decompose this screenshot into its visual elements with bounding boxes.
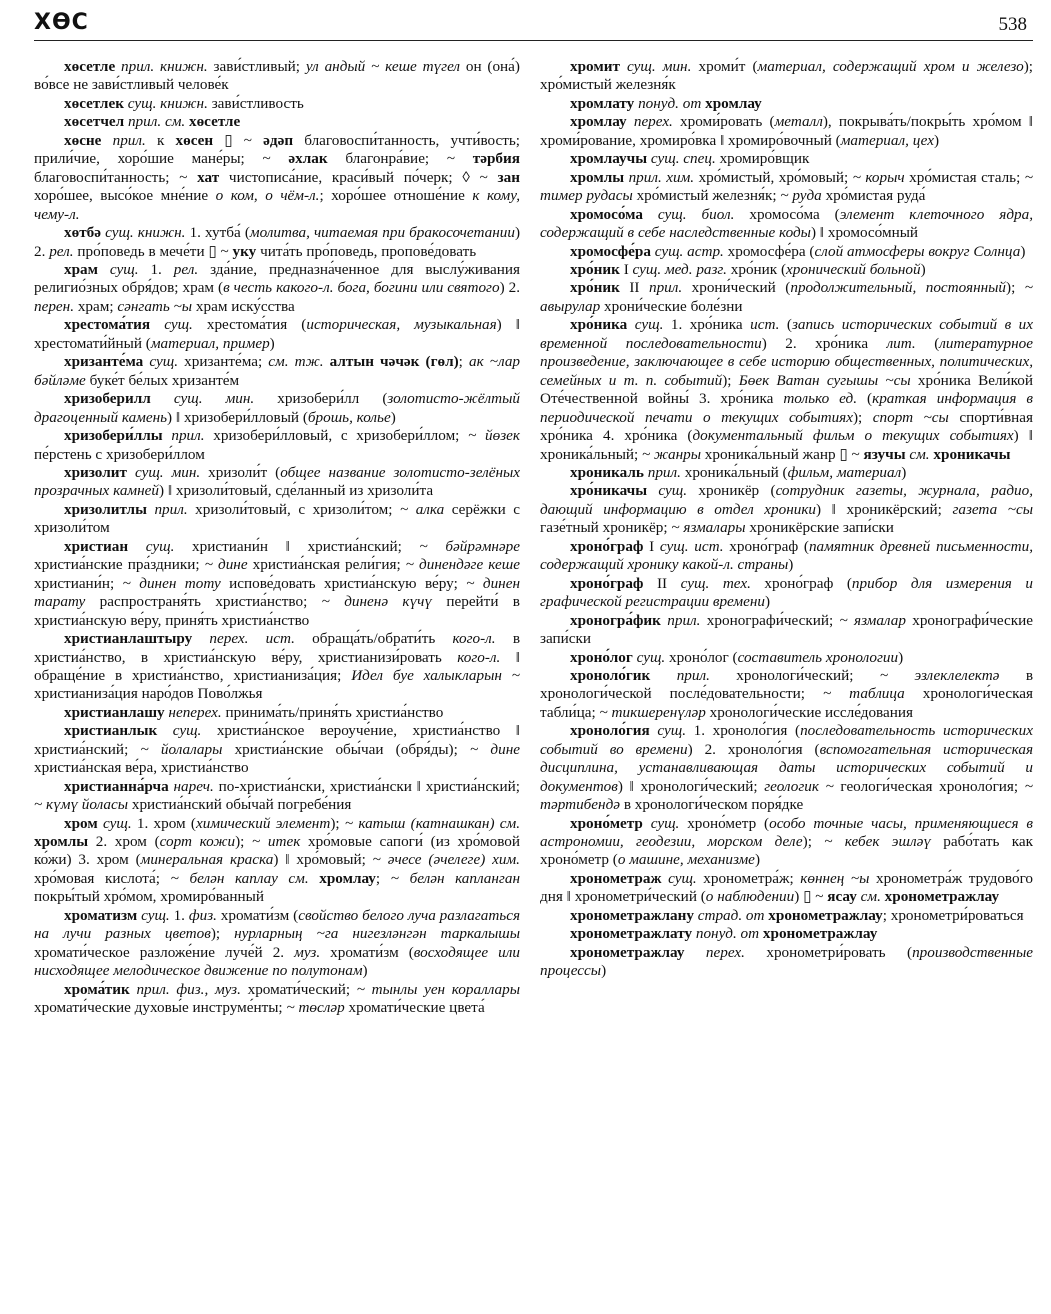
dictionary-entry: хризолитлы прил. хризоли́товый, с хризоли́том; ~ алка серёжки с хризоли́том: [34, 500, 521, 537]
dictionary-entry: хромлаучы сущ. спец. хромиро́вщик: [570, 150, 810, 168]
dictionary-entry: хронометраж сущ. хронометра́ж; көннең ~ы хронометра́ж трудово́го дня ‖ хронометри́ческий (о наблюдении) ▯ ~ ясау см. хронометражлау: [540, 869, 1034, 906]
dictionary-entry: хроно́граф I сущ. ист. хроно́граф (памятник древней письменности, содержащий хронику какой-л. страны): [540, 537, 1034, 574]
dictionary-entry: хөсетле прил. книжн. зави́стливый; ул андый ~ кеше түгел он (она́) во́все не зави́стливый челове́к: [34, 58, 520, 94]
left-column: [34, 58, 520, 1018]
dictionary-entry: хризолит сущ. мин. хризоли́т (общее название золотисто-зелёных прозрачных камней) ‖ хризоли́товый, сде́ланный из хризоли́та: [34, 463, 520, 500]
page-number: 538: [998, 14, 1027, 35]
dictionary-entry: хроногра́фик прил. хронографи́ческий; ~ язмалар хронографи́ческие запи́ски: [540, 611, 1034, 648]
dictionary-entry: хромлату понуд. от хромлау: [570, 94, 762, 112]
dictionary-entry: хромит сущ. мин. хроми́т (материал, содержащий хром и железо); хро́мистый железня́к: [540, 58, 1033, 94]
dictionary-entry: христианна́рча нареч. по-христиа́нски, христиа́нски ‖ христиа́нский; ~ күмү йоласы христиа́нский обы́чай погребе́ния: [34, 777, 521, 814]
dictionary-entry: хөсетчел прил. см. хөсетле: [64, 113, 241, 131]
dictionary-entry: христиан сущ. христиани́н ‖ христиа́нский; ~ бәйрәмнәре христиа́нские пра́здники; ~ дине христиа́нская рели́гия; ~ динендәге кеше христиани́н; ~ динен тоту испове́довать христиа́нскую ве́ру; ~ динен тарату распространя́ть христиа́нство; ~ диненә күчү перейти́ в христиа́нскую ве́ру, приня́ть христиа́нство: [34, 537, 520, 629]
dictionary-entry: хронометражлану страд. от хронометражлау; хронометри́роваться: [570, 906, 1024, 924]
dictionary-entry: христианлык сущ. христиа́нское вероуче́ние, христиа́нство ‖ христиа́нский; ~ йолалары христиа́нские обы́чаи (обря́ды); ~ дине христиа́нская ве́ра, христиа́нство: [34, 722, 521, 777]
dictionary-entry: хро́ник II прил. хрони́ческий (продолжительный, постоянный); ~ авырулар хрони́ческие боле́зни: [540, 279, 1034, 315]
dictionary-entry: храм сущ. 1. рел. зда́ние, предназна́ченное для выслу́живания религио́зных обря́дов; храм (в честь какого-л. бога, богини или святого) 2. перен. храм; сәнгать ~ы храм иску́сства: [34, 260, 521, 315]
dictionary-entry: хөсетлек сущ. книжн. зави́стливость: [64, 94, 304, 112]
dictionary-entry: христианлашу неперех. принима́ть/приня́ть христиа́нство: [64, 703, 444, 721]
dictionary-entry: хро́ник I сущ. мед. разг. хро́ник (хронический больной): [570, 260, 926, 278]
dictionary-entry: хризанте́ма сущ. хризанте́ма; см. тж. алтын чәчәк (гөл); ак ~лар бәйләме буке́т бе́лых хризанте́м: [34, 353, 521, 389]
dictionary-entry: хөтбә сущ. книжн. 1. хутба́ (молитва, читаемая при бракосочетании) 2. рел. про́поведь в мече́ти ▯ ~ уку чита́ть про́поведь, пропове́довать: [34, 224, 520, 260]
dictionary-entry: хромосфе́ра сущ. астр. хромосфе́ра (слой атмосферы вокруг Солнца): [570, 242, 1026, 260]
dictionary-entry: хро́никачы сущ. хроникёр (сотрудник газеты, журнала, радио, дающий информацию в отдел хроники) ‖ хроникёрский; газета ~сы газе́тный хроникёр; ~ язмалары хроникёрские запи́ски: [540, 482, 1033, 537]
dictionary-entry: хризобери́ллы прил. хризобери́лловый, с хризобери́ллом; ~ йөзек пе́рстень с хризобери́ллом: [34, 427, 520, 463]
dictionary-entry: хромлау перех. хроми́ровать (металл), покрыва́ть/покры́ть хро́мом ‖ хроми́рование, хромиро́вка ‖ хромиро́вочный (материал, цех): [540, 113, 1034, 149]
dictionary-entry: хронометражлату понуд. от хронометражлау: [570, 925, 878, 943]
dictionary-entry: хрома́тик прил. физ., муз. хромати́ческий; ~ тынлы уен кораллары хромати́ческие духовы́е инструме́нты; ~ төсләр хромати́ческие цвета́: [34, 980, 520, 1017]
dictionary-entry: хроматизм сущ. 1. физ. хромати́зм (свойство белого луча разлагаться на лучи разных цветов); нурларның ~га нигезләнгән таркалышы хромати́ческое разложе́ние луче́й 2. муз. хромати́зм (восходящее или нисходящее мелодическое движение по полутонам): [34, 906, 521, 980]
dictionary-entry: хризоберилл сущ. мин. хризобери́лл (золотисто-жёлтый драгоценный камень) ‖ хризобери́лловый (брошь, колье): [34, 390, 520, 426]
header-rule: [34, 40, 1033, 41]
dictionary-entry: хроно́метр сущ. хроно́метр (особо точные часы, применяющиеся в астрономии, геодезии, морском деле); ~ кебек эшләү рабо́тать как хроно́метр (о машине, механизме): [540, 814, 1034, 869]
dictionary-entry: хромосо́ма сущ. биол. хромосо́ма (элемент клеточного ядра, содержащий в себе наследственные коды) ‖ хромосо́мный: [540, 205, 1033, 242]
dictionary-entry: хронометражлау перех. хронометри́ровать (производственные процессы): [540, 943, 1033, 980]
dictionary-entry: хроно́граф II сущ. тех. хроно́граф (прибор для измерения и графической регистрации времени): [540, 574, 1034, 611]
dictionary-entry: хроноло́гик прил. хронологи́ческий; ~ эзлеклелектә в хронологи́ческой после́довательности; ~ таблица хронологи́ческая табли́ца; ~ тикшеренүләр хронологи́ческие иссле́дования: [540, 666, 1033, 721]
dictionary-entry: хромлы прил. хим. хро́мистый, хро́мовый; ~ корыч хро́мистая сталь; ~ тимер рудасы хро́мистый железня́к; ~ руда хро́мистая руда́: [540, 168, 1033, 205]
running-head: ХӨС: [34, 10, 89, 35]
dictionary-entry: хром сущ. 1. хром (химический элемент); ~ катыш (катнашкан) см. хромлы 2. хром (сорт кожи); ~ итек хро́мовые сапоги́ (из хро́мовой ко́жи) 3. хром (минеральная краска) ‖ хро́мовый; ~ әчесе (әчелеге) хим. хро́мовая кислота́; ~ белән каплау см. хромлау; ~ белән капланган покры́тый хро́мом, хромиро́ванный: [34, 814, 521, 906]
dictionary-entry: хроникаль прил. хроника́льный (фильм, материал): [570, 463, 907, 481]
dictionary-entry: хрестома́тия сущ. хрестома́тия (историческая, музыкальная) ‖ хрестомати́йный (материал, пример): [34, 316, 521, 352]
dictionary-entry: хроно́лог сущ. хроно́лог (составитель хронологии): [570, 648, 904, 666]
page-header: [34, 4, 1033, 42]
dictionary-entry: хро́ника сущ. 1. хро́ника ист. (запись исторических событий в их временной последовательности) 2. хро́ника лит. (литературное произведение, заключающее в себе историю общественных, политических, семейных и т. п. событий); Бөек Ватан сугышы ~сы хро́ника Вели́кой Оте́чественной войны́ 3. хро́ника только ед. (краткая информация в периодической печати о текущих событиях); спорт ~сы спорти́вная хро́ника 4. хро́ника (документальный фильм о текущих событиях) ‖ хроника́льный; ~ жанры хроника́льный жанр ▯ ~ язучы см. хроникачы: [540, 316, 1034, 463]
dictionary-entry: хөсне прил. к хөсен ▯ ~ әдәп благовоспи́танность, учти́вость; прили́чие, хоро́шие мане́ры; ~ әхлак благонра́вие; ~ тәрбия благовоспи́танность; ~ хат чистописа́ние, краси́вый по́черк; ◊ ~ зан хоро́шее, высо́кое мне́ние о ком, о чём-л.; хоро́шее отноше́ние к кому, чему-л.: [34, 131, 521, 223]
right-column: [540, 58, 1033, 981]
dictionary-entry: христианлаштыру перех. ист. обраща́ть/обрати́ть кого-л. в христиа́нство, в христиа́нскую ве́ру, христианизи́ровать кого-л. ‖ обраще́ние в христиа́нство, христианиза́ция; Идел буе халыкларын ~ христианиза́ция наро́дов Пово́лжья: [34, 630, 521, 703]
dictionary-entry: хроноло́гия сущ. 1. хроноло́гия (последовательность исторических событий во времени) 2. хроноло́гия (вспомогательная историческая дисциплина, устанавливающая даты исторических событий и документов) ‖ хронологи́ческий; геологик ~ геологи́ческая хроноло́гия; ~ тәртибендә в хронологи́ческом поря́дке: [540, 722, 1034, 814]
